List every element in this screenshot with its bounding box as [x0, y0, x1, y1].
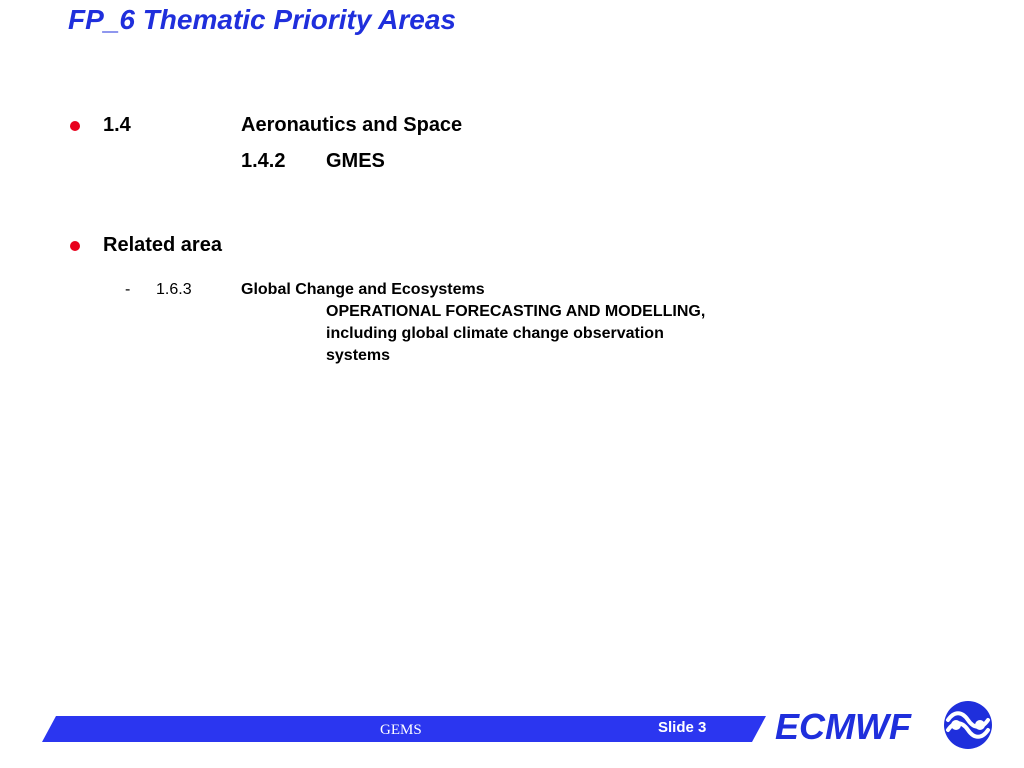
sub-item-dash: - — [125, 281, 131, 298]
bullet-label: Aeronautics and Space — [241, 114, 463, 136]
sub-label: GMES — [326, 150, 385, 172]
ecmwf-logo-icon — [936, 700, 1000, 750]
sub-item-label: Global Change and Ecosystems — [241, 281, 485, 298]
footer-project: GEMS — [380, 722, 422, 738]
brand-wordmark: ECMWF — [775, 706, 911, 747]
sub-item-detail-line: including global climate change observation — [326, 325, 664, 342]
sub-item-detail-line: systems — [326, 347, 391, 364]
sub-item-detail-line: OPERATIONAL FORECASTING AND MODELLING, — [326, 303, 706, 320]
sub-item-number: 1.6.3 — [156, 281, 192, 298]
slide-number: Slide 3 — [658, 719, 707, 736]
slide-title: FP_6 Thematic Priority Areas — [68, 4, 457, 35]
bullet-number: 1.4 — [103, 114, 131, 136]
bullet-label: Related area — [103, 234, 222, 256]
sub-number: 1.4.2 — [241, 150, 286, 172]
bullet-icon — [70, 241, 80, 251]
bullet-icon — [70, 121, 80, 131]
